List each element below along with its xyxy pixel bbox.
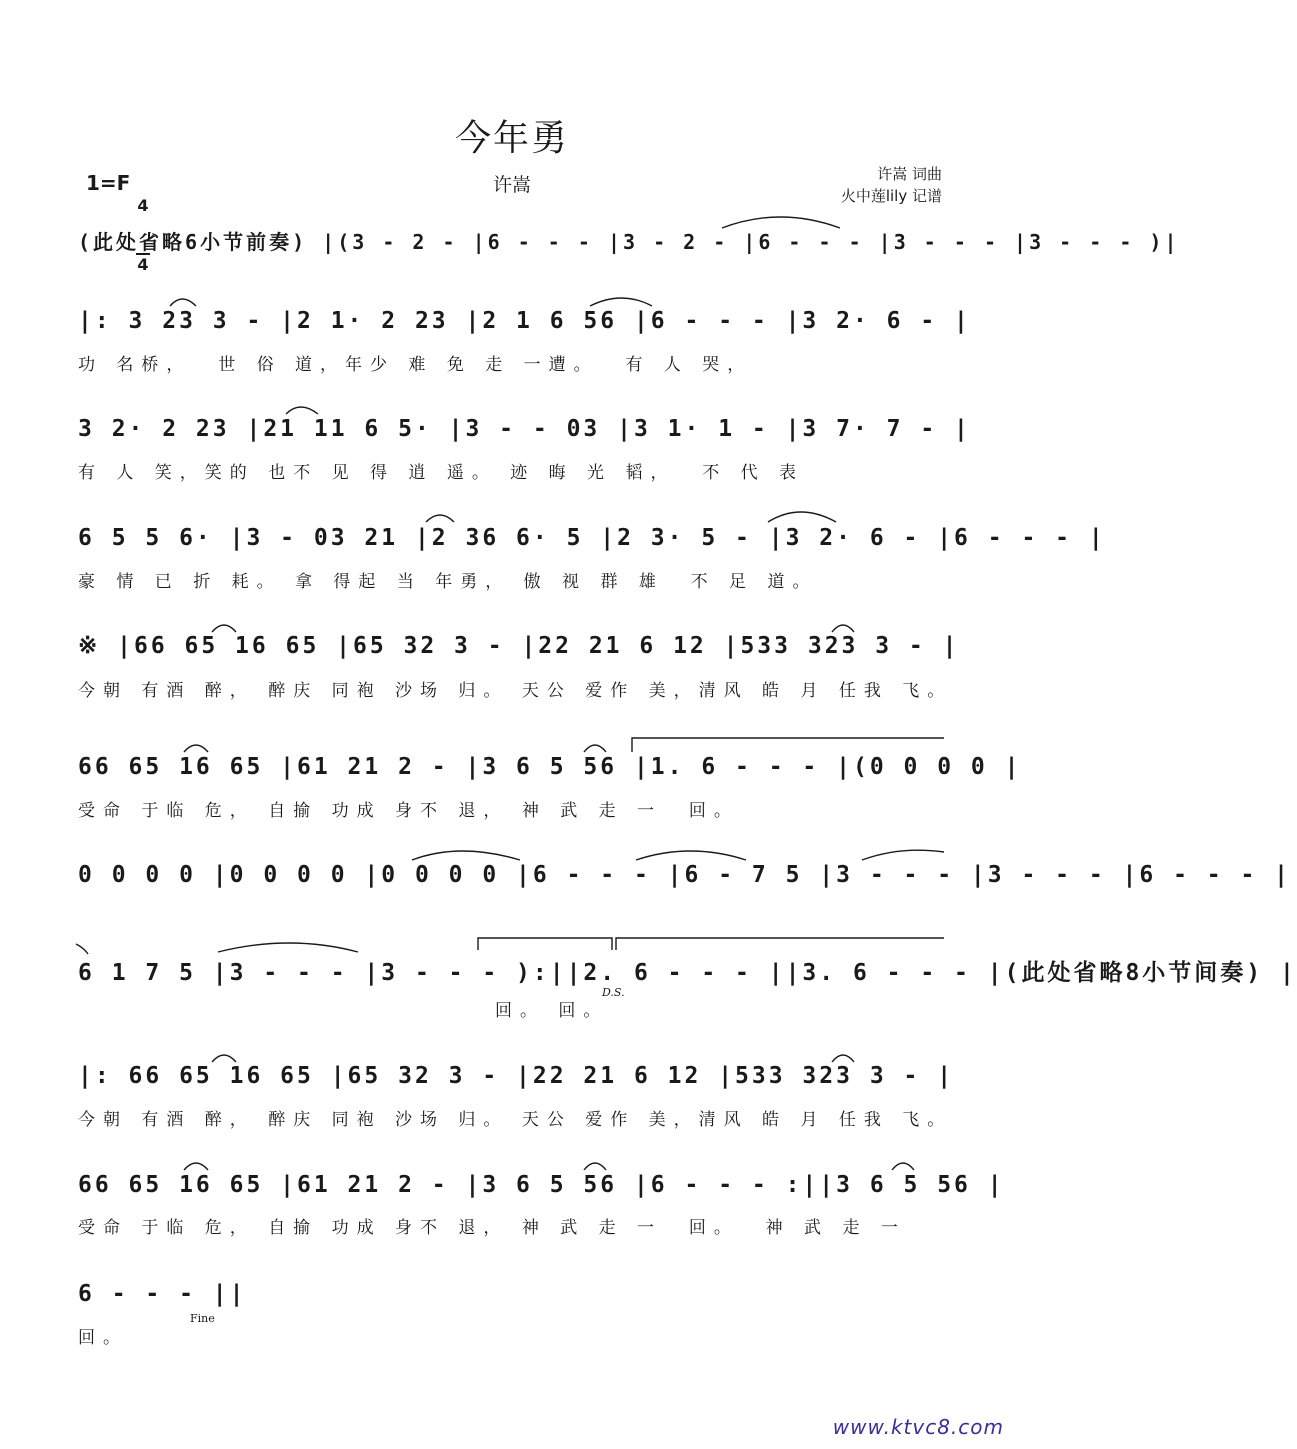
notation-row-5: ※ |66 65 16 65 |65 32 3 - |22 21 6 12 |533 323 3 - | [78, 633, 960, 659]
ds-mark: D.S. [602, 986, 625, 999]
time-numerator: 4 [137, 196, 149, 215]
slur-7 [212, 625, 236, 632]
notation-row-8: 6 1 7 5 |3 - - - |3 - - - ):||2. 6 - - - ||3. 6 - - - |(此处省略8小节间奏) | [78, 960, 1297, 986]
lyrics-row-11: 回。 [78, 1328, 128, 1348]
slur-4 [286, 407, 318, 414]
slur-18 [184, 1163, 208, 1170]
slur-5 [426, 515, 454, 522]
key-signature: 1=F [86, 171, 131, 195]
slur-17 [832, 1055, 854, 1062]
slur-12 [636, 851, 746, 860]
notation-row-11: 6 - - - || [78, 1281, 247, 1307]
credit-score: 火中莲lily 记谱 [840, 187, 942, 205]
notation-row-2: |: 3 23 3 - |2 1· 2 23 |2 1 6 56 |6 - - - |3 2· 6 - | [78, 308, 971, 334]
slur-1 [722, 217, 840, 228]
notation-row-6: 66 65 16 65 |61 21 2 - |3 6 5 56 |1. 6 - - - |(0 0 0 0 | [78, 754, 1022, 780]
slur-10 [584, 745, 606, 752]
notation-row-1: (此处省略6小节前奏) |(3 - 2 - |6 - - - |3 - 2 - |6 - - - |3 - - - |3 - - - )| [78, 230, 1180, 254]
lyrics-row-9: 今朝 有酒 醉， 醉庆 同袍 沙场 归。 天公 爱作 美，清风 皓 月 任我 飞。 [78, 1110, 953, 1130]
slur-8 [832, 625, 854, 632]
slur-20 [892, 1163, 914, 1170]
volta-1 [632, 738, 944, 752]
lyrics-row-6: 受命 于临 危， 自揄 功成 身不 退， 神 武 走 一 回。 [78, 801, 739, 821]
page-title: 今年勇 [454, 118, 569, 159]
notation-row-4: 6 5 5 6· |3 - 03 21 |2 36 6· 5 |2 3· 5 - |3 2· 6 - |6 - - - | [78, 525, 1106, 551]
lyrics-row-3: 有 人 笑，笑的 也不 见 得 逍 遥。 迹 晦 光 韬， 不 代 表 [78, 463, 805, 483]
slur-11 [412, 851, 520, 860]
volta-3 [616, 938, 944, 950]
credit-lyrics: 许嵩 词曲 [877, 165, 942, 183]
lyrics-row-5: 今朝 有酒 醉， 醉庆 同袍 沙场 归。 天公 爱作 美，清风 皓 月 任我 飞。 [78, 681, 953, 701]
slur-3 [590, 298, 652, 306]
watermark: www.ktvc8.com [832, 1415, 1004, 1439]
notation-row-3: 3 2· 2 23 |21 11 6 5· |3 - - 03 |3 1· 1 - |3 7· 7 - | [78, 416, 971, 442]
singer-name: 许嵩 [492, 174, 531, 196]
volta-2 [478, 938, 612, 950]
notation-row-7: 0 0 0 0 |0 0 0 0 |0 0 0 0 |6 - - - |6 - 7 5 |3 - - - |3 - - - |6 - - - | [78, 862, 1291, 888]
lyrics-row-8: 回。 回。 [495, 1001, 609, 1021]
slur-2 [170, 299, 196, 306]
slur-6 [768, 512, 836, 522]
slur-19 [584, 1163, 606, 1170]
lyrics-row-10: 受命 于临 危， 自揄 功成 身不 退， 神 武 走 一 回。 神 武 走 一 [78, 1218, 906, 1238]
notation-row-9: |: 66 65 16 65 |65 32 3 - |22 21 6 12 |533 323 3 - | [78, 1063, 955, 1089]
slur-15 [218, 943, 358, 952]
lyrics-row-2: 功 名桥， 世 俗 道，年少 难 免 走 一遭。 有 人 哭， [78, 355, 753, 375]
slur-14 [76, 944, 88, 954]
notation-row-10: 66 65 16 65 |61 21 2 - |3 6 5 56 |6 - - - :||3 6 5 56 | [78, 1172, 1005, 1198]
slur-13 [862, 850, 944, 860]
slur-16 [212, 1055, 236, 1062]
fine-mark: Fine [190, 1312, 215, 1325]
time-denominator: 4 [137, 255, 149, 274]
lyrics-row-4: 豪 情 已 折 耗。 拿 得起 当 年勇， 傲 视 群 雄 不 足 道。 [78, 572, 818, 592]
slur-9 [184, 745, 208, 752]
